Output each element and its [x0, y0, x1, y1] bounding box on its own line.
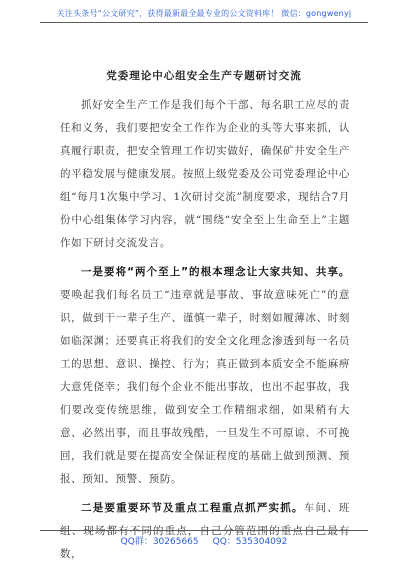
header-banner: 关注头条号“公文研究”，获得最新最全最专业的公文资料库！ 微信：gongwenyj — [56, 9, 352, 18]
footer-divider — [40, 530, 368, 531]
paragraph-lead: 一是要将“两个至上”的根本理念让大家共知、共享。 — [81, 266, 350, 278]
body-paragraph — [60, 261, 350, 491]
footer-qq-group: QQ群：30265665 — [120, 537, 199, 547]
footer-qq: QQ：535304092 — [212, 537, 288, 547]
document-title: 党委理论中心组安全生产专题研讨交流 — [106, 70, 302, 82]
body-paragraph — [60, 497, 350, 566]
header-divider — [40, 22, 368, 23]
paragraph-lead: 二是要重要环节及重点工程重点抓严实抓。 — [81, 502, 304, 514]
paragraph-text: 要唤起我们每名员工“违章就是事故、事故意味死亡”的意识，做到干一辈子生产、谨慎一辈子，时刻如履薄冰、时刻如临深渊；还要真正将我们的安全文化理念渗透到每一名员工的思想、意识、操控、行为；真正做到本质安全不能麻痹大意凭侥幸；我们每个企业不能出事故，也出不起事故，我们要改变传统思维，做到安全工作精细求细，如果稍有大意、必然出事，而且事故残酷，一旦发生不可原谅、不可挽回，我们就是要在提高安全保证程度的基础上做到预测、预报、预知、预警、预防。 — [60, 289, 350, 485]
body-paragraph — [60, 94, 350, 255]
paragraph-text: 抓好安全生产工作是我们每个干部、每名职工应尽的责任和义务，我们要把安全工作作为企业的头等大事来抓，认真履行职责，把安全管理工作切实做好，确保矿井安全生产的平稳发展与健康发展。按照上级党委及公司党委理论中心组“每月1次集中学习、1次研讨交流”制度要求，现结合7月份中心组集体学习内容，就“围绕“安全至上生命至上”主题作如下研讨交流发言。 — [60, 99, 350, 249]
paragraph-text: 车间、班组、现场都有不同的重点，自己分管范围的重点自己最有数， — [60, 502, 351, 560]
document-body — [60, 94, 350, 566]
footer-contact — [0, 534, 408, 547]
